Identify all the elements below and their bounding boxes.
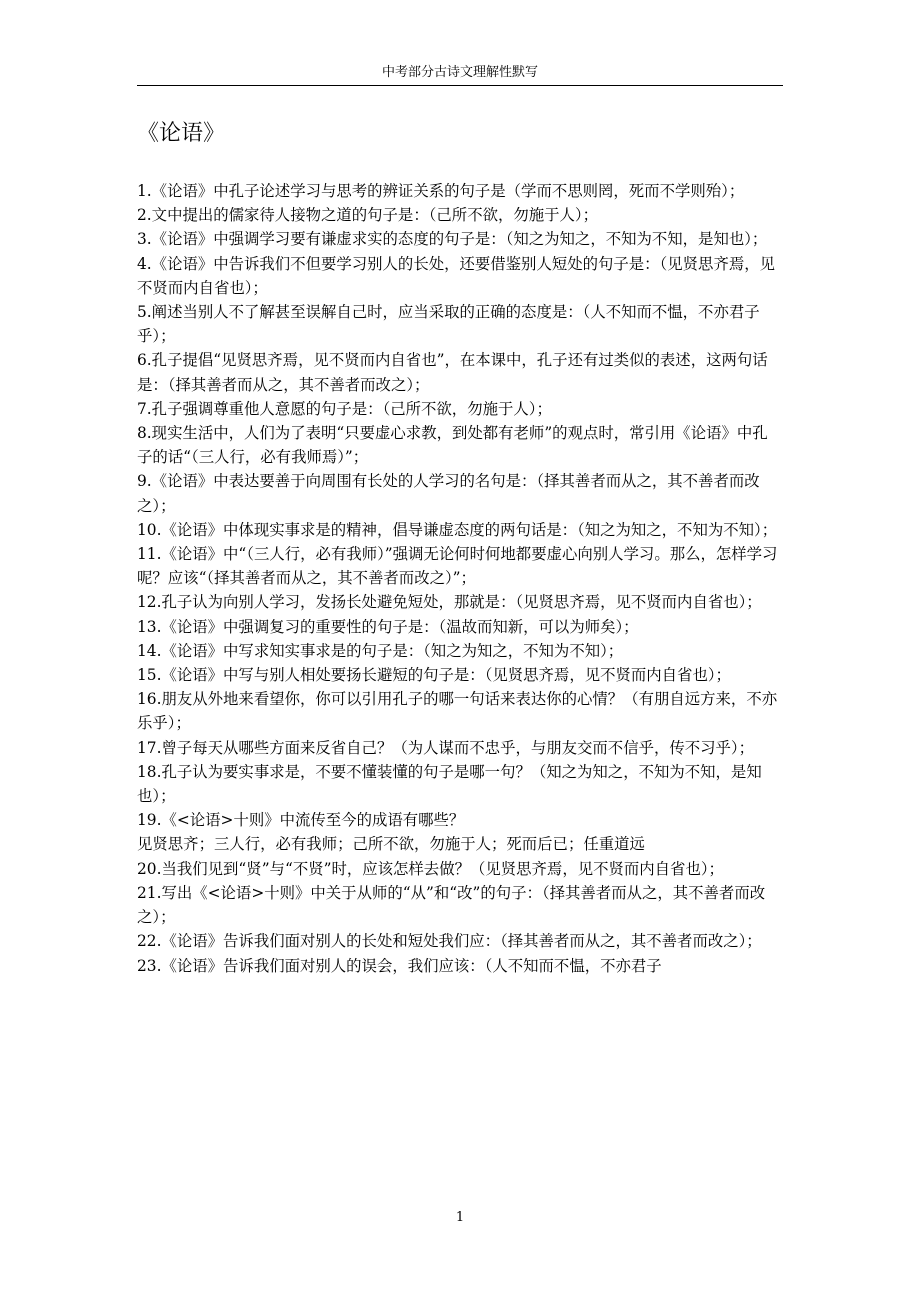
list-item: 20.当我们见到“贤”与“不贤”时，应该怎样去做？（见贤思齐焉，见不贤而内自省也）；	[137, 859, 724, 878]
list-item: 5.阐述当别人不了解甚至误解自己时，应当采取的正确的态度是：（人不知而不愠，不亦君子乎）；	[137, 303, 760, 346]
running-header: 中考部分古诗文理解性默写	[381, 65, 538, 80]
list-item: 15.《论语》中写与别人相处要扬长避短的句子是：（见贤思齐焉，见不贤而内自省也）；	[137, 666, 731, 685]
header-divider	[137, 85, 783, 86]
list-item: 10.《论语》中体现实事求是的精神，倡导谦虚态度的两句话是：（知之为知之，不知为不知）；	[137, 520, 778, 539]
list-item: 见贤思齐；三人行，必有我师；己所不欲，勿施于人；死而后已；任重道远	[137, 835, 645, 854]
section-title: 《论语》	[137, 121, 226, 146]
list-item: 22.《论语》告诉我们面对别人的长处和短处我们应：（择其善者而从之，其不善者而改之）；	[137, 932, 762, 951]
list-item: 17.曾子每天从哪些方面来反省自己？（为人谋而不忠乎，与朋友交而不信乎，传不习乎）；	[137, 738, 755, 757]
list-item: 9.《论语》中表达要善于向周围有长处的人学习的名句是：（择其善者而从之，其不善者而改之）；	[137, 472, 760, 515]
list-item: 13.《论语》中强调复习的重要性的句子是：（温故而知新，可以为师矣）；	[137, 617, 639, 636]
list-item: 8.现实生活中，人们为了表明“只要虚心求教，到处都有老师”的观点时，常引用《论语》中孔子的话“（三人行，必有我师焉）”；	[137, 424, 768, 467]
list-item: 11.《论语》中“（三人行，必有我师）”强调无论何时何地都要虚心向别人学习。那么，怎样学习呢？应该“（择其善者而从之，其不善者而改之）”；	[137, 545, 778, 588]
list-item: 12.孔子认为向别人学习，发扬长处避免短处，那就是：（见贤思齐焉，见不贤而内自省也）；	[137, 593, 762, 612]
question-list	[137, 179, 783, 978]
list-item: 16.朋友从外地来看望你，你可以引用孔子的哪一句话来表达你的心情？（有朋自远方来，不亦乐乎）；	[137, 690, 778, 733]
list-item: 1.《论语》中孔子论述学习与思考的辨证关系的句子是（学而不思则罔，死而不学则殆）；	[137, 182, 745, 200]
list-item: 3.《论语》中强调学习要有谦虚求实的态度的句子是：（知之为知之，不知为不知，是知也）；	[137, 230, 768, 249]
list-item: 18.孔子认为要实事求是，不要不懂装懂的句子是哪一句？（知之为知之，不知为不知，是知也）；	[137, 762, 762, 806]
list-item: 14.《论语》中写求知实事求是的句子是：（知之为知之，不知为不知）；	[137, 641, 624, 660]
list-item: 7.孔子强调尊重他人意愿的句子是：（己所不欲，勿施于人）；	[137, 399, 552, 418]
list-item: 6.孔子提倡“见贤思齐焉，见不贤而内自省也”，在本课中，孔子还有过类似的表述，这两句话是：（择其善者而从之，其不善者而改之）；	[137, 351, 768, 394]
list-item: 23.《论语》告诉我们面对别人的误会，我们应该：（人不知而不愠，不亦君子	[137, 956, 662, 975]
list-item: 21.写出《<论语>十则》中关于从师的“从”和“改”的句子：（择其善者而从之，其不善者而改之）；	[137, 883, 766, 927]
list-item: 4.《论语》中告诉我们不但要学习别人的长处，还要借鉴别人短处的句子是：（见贤思齐焉，见不贤而内自省也）；	[137, 254, 776, 297]
list-item: 19.《<论语>十则》中流传至今的成语有哪些？	[137, 811, 465, 830]
page-number: 1	[455, 1210, 465, 1225]
list-item: 2.文中提出的儒家待人接物之道的句子是：（己所不欲，勿施于人）；	[137, 206, 599, 225]
